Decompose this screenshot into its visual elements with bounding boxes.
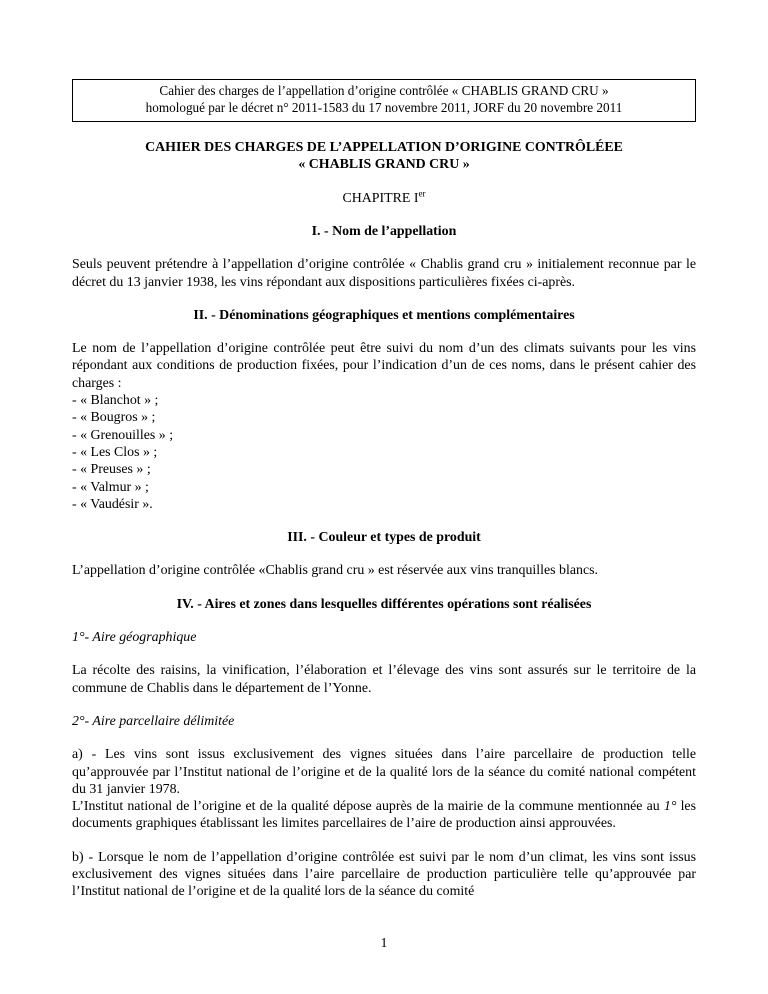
paragraph-b: b) - Lorsque le nom de l’appellation d’origine contrôlée est suivi par le nom d’un climat, les vins sont issus exclusivement des vignes situées dans l’aire parcellaire de production particulière telle qu’approuvée par l’Institut national de l’origine et de la qualité lors de la séance du comité xyxy=(72,849,696,900)
chapter-heading xyxy=(72,190,696,207)
header-box-line1: Cahier des charges de l’appellation d’origine contrôlée « CHABLIS GRAND CRU » xyxy=(159,83,609,98)
page-number: 1 xyxy=(380,936,388,951)
subsection-1-heading: 1°- Aire géographique xyxy=(72,630,197,646)
document-title-line1: CAHIER DES CHARGES DE L’APPELLATION D’ORIGINE CONTRÔLÉEE xyxy=(145,139,623,155)
paragraph-a-sentence-2-text: L’Institut national de l’origine et de la qualité dépose auprès de la mairie de la commune mentionnée au xyxy=(72,799,664,815)
section-4-heading: IV. - Aires et zones dans lesquelles différentes opérations sont réalisées xyxy=(176,596,592,612)
climat-list-item-les-clos: - « Les Clos » ; xyxy=(72,444,158,460)
climat-list-item-grenouilles: - « Grenouilles » ; xyxy=(72,427,174,443)
climat-list-item-vaudesir: - « Vaudésir ». xyxy=(72,496,153,512)
section-1-heading: I. - Nom de l’appellation xyxy=(311,223,457,239)
paragraph-a-subsection-reference: 1° xyxy=(663,799,677,815)
paragraph-a-sentence-1: a) - Les vins sont issus exclusivement des vignes situées dans l’aire parcellaire de production telle qu’approuvée par l’Institut national de l’origine et de la qualité lors de la séance du comité national compétent du 31 janvier 1978. xyxy=(72,747,696,797)
section-3-heading: III. - Couleur et types de produit xyxy=(287,530,481,546)
subsection-1-paragraph: La récolte des raisins, la vinification, l’élaboration et l’élevage des vins sont assurés sur le territoire de la commune de Chablis dans le département de l’Yonne. xyxy=(72,663,696,696)
section-2-intro: Le nom de l’appellation d’origine contrôlée peut être suivi du nom d’un des climats suivants pour les vins répondant aux conditions de production fixées, pour l’indication d’un de ces noms, dans le présent cahier des charges : xyxy=(72,341,696,391)
climat-list-item-bougros: - « Bougros » ; xyxy=(72,410,156,426)
subsection-2-heading: 2°- Aire parcellaire délimitée xyxy=(72,713,235,729)
document-title xyxy=(72,139,696,174)
header-box xyxy=(72,79,696,122)
climat-list-item-valmur: - « Valmur » ; xyxy=(72,479,149,495)
section-3-paragraph: L’appellation d’origine contrôlée «Chablis grand cru » est réservée aux vins tranquilles blancs. xyxy=(72,563,599,579)
section-2-content xyxy=(72,340,696,513)
chapter-ordinal-superscript: er xyxy=(418,188,426,199)
section-2-heading: II. - Dénominations géographiques et mentions complémentaires xyxy=(193,307,575,323)
document-title-line2: « CHABLIS GRAND CRU » xyxy=(298,157,470,173)
paragraph-a xyxy=(72,746,696,832)
chapter-label: CHAPITRE I xyxy=(342,190,419,206)
paragraph-a-sentence-2 xyxy=(72,798,696,833)
climat-list-item-preuses: - « Preuses » ; xyxy=(72,462,151,478)
section-1-paragraph: Seuls peuvent prétendre à l’appellation d’origine contrôlée « Chablis grand cru » initialement reconnue par le décret du 13 janvier 1938, les vins répondant aux dispositions particulières fixées ci-après. xyxy=(72,257,696,290)
header-box-line2: homologué par le décret n° 2011-1583 du 17 novembre 2011, JORF du 20 novembre 2011 xyxy=(145,99,623,115)
climat-list-item-blanchot: - « Blanchot » ; xyxy=(72,393,159,409)
paragraph-a-sentence-2-continuation: les documents graphiques établissant les limites parcellaires de l’aire de production ainsi approuvées. xyxy=(72,799,697,832)
